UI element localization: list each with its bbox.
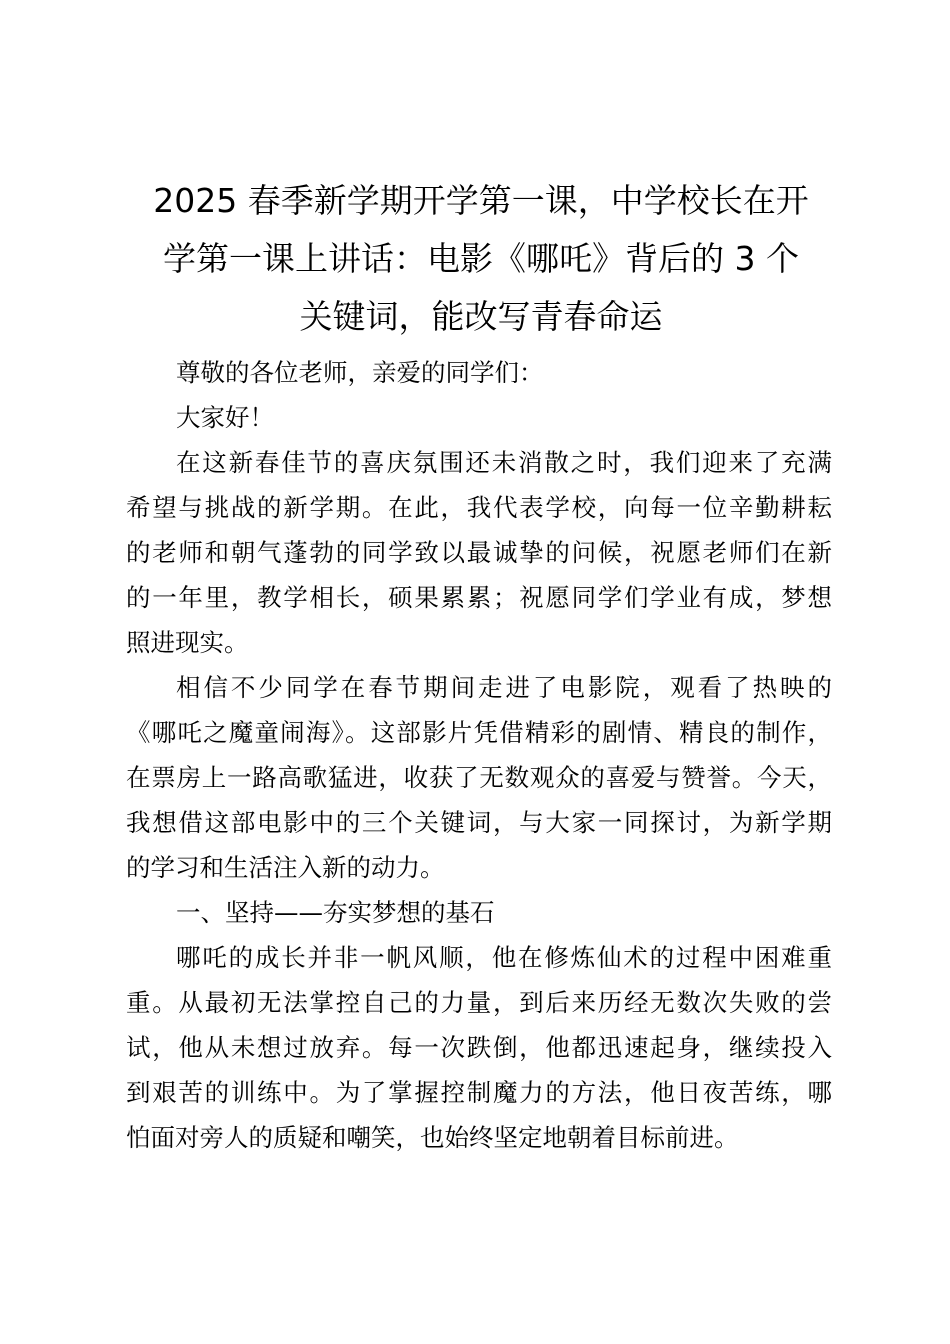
paragraph-line: 的老师和朝气蓬勃的同学致以最诚挚的问候，祝愿老师们在新 <box>126 538 832 567</box>
paragraph-line: 希望与挑战的新学期。在此，我代表学校，向每一位辛勤耕耘 <box>126 493 832 522</box>
paragraph-1 <box>126 440 832 665</box>
paragraph-line: 怕面对旁人的质疑和嘲笑，也始终坚定地朝着目标前进。 <box>126 1123 739 1152</box>
paragraph-2 <box>126 665 832 890</box>
document-body <box>126 350 832 1160</box>
section-heading-1: 一、坚持——夯实梦想的基石 <box>176 898 495 927</box>
paragraph-line: 到艰苦的训练中。为了掌握控制魔力的方法，他日夜苦练，哪 <box>126 1078 832 1107</box>
paragraph-line: 照进现实。 <box>126 628 249 657</box>
paragraph-line: 我想借这部电影中的三个关键词，与大家一同探讨，为新学期 <box>126 808 832 837</box>
title-line-2: 学第一课上讲话：电影《哪吒》背后的 3 个 <box>163 239 799 278</box>
title-line-3: 关键词，能改写青春命运 <box>299 297 663 336</box>
paragraph-line: 哪吒的成长并非一帆风顺，他在修炼仙术的过程中困难重 <box>176 943 832 972</box>
paragraph-3 <box>126 935 832 1160</box>
paragraph-line: 《哪吒之魔童闹海》。这部影片凭借精彩的剧情、精良的制作， <box>126 718 832 747</box>
document-title <box>126 172 832 346</box>
salutation: 尊敬的各位老师，亲爱的同学们： <box>176 358 544 387</box>
paragraph-line: 重。从最初无法掌控自己的力量，到后来历经无数次失败的尝 <box>126 988 832 1017</box>
document-page <box>126 172 832 1160</box>
greeting: 大家好！ <box>176 403 274 432</box>
paragraph-line: 在票房上一路高歌猛进，收获了无数观众的喜爱与赞誉。今天， <box>126 763 832 792</box>
paragraph-line: 相信不少同学在春节期间走进了电影院，观看了热映的 <box>176 673 832 702</box>
paragraph-line: 在这新春佳节的喜庆氛围还未消散之时，我们迎来了充满 <box>176 448 832 477</box>
paragraph-line: 的一年里，教学相长，硕果累累；祝愿同学们学业有成，梦想 <box>126 583 832 612</box>
title-line-1: 2025 春季新学期开学第一课，中学校长在开 <box>153 181 809 220</box>
paragraph-line: 的学习和生活注入新的动力。 <box>126 853 445 882</box>
paragraph-line: 试，他从未想过放弃。每一次跌倒，他都迅速起身，继续投入 <box>126 1033 832 1062</box>
